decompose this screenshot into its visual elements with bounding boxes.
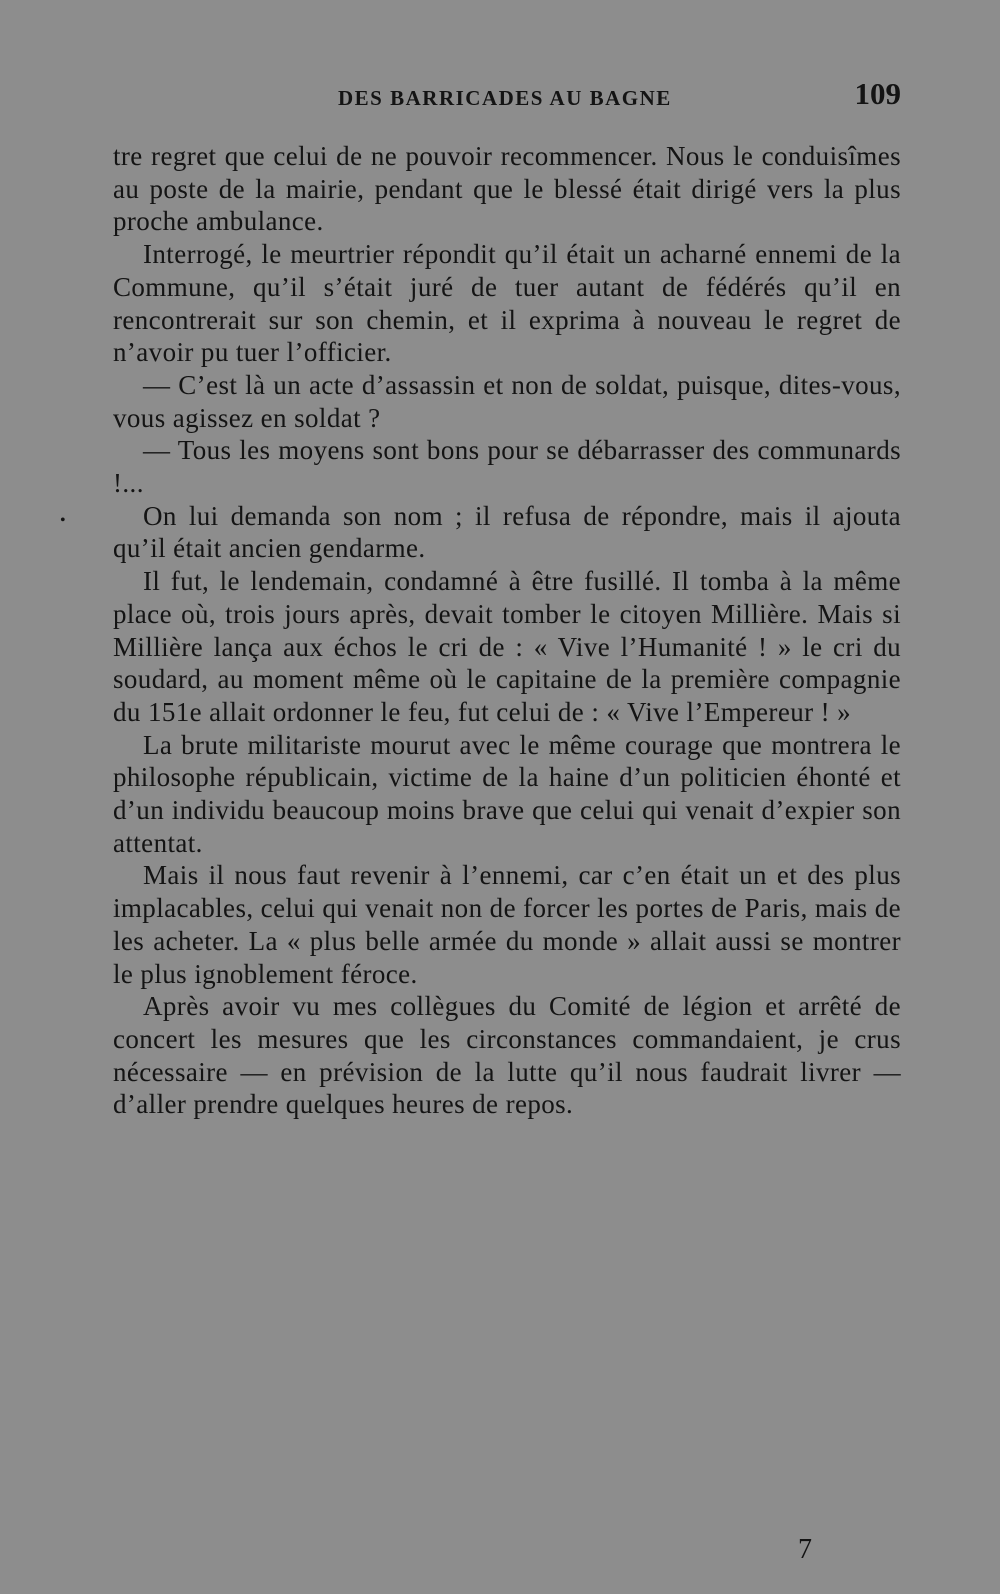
paragraph-3: — C’est là un acte d’assassin et non de soldat, puisque, dites-vous, vous agissez en soldat ?: [113, 369, 901, 433]
paragraph-7: La brute militariste mourut avec le même courage que montrera le philosophe républicain, victime de la haine d’un politicien éhonté et d’un individu beaucoup moins brave que celui qui venait d’expier son attentat.: [113, 729, 901, 858]
page-number: 109: [854, 76, 901, 111]
paragraph-6: Il fut, le lendemain, condamné à être fusillé. Il tomba à la même place où, trois jours après, devait tomber le citoyen Millière. Mais si Millière lança aux échos le cri de : « Vive l’Humanité ! » le cri du soudard, au moment même où le capitaine de la première compagnie du 151e allait ordonner le feu, fut celui de : « Vive l’Empereur ! »: [113, 566, 901, 727]
paragraph-2: Interrogé, le meurtrier répondit qu’il était un acharné ennemi de la Commune, qu’il s’était juré de tuer autant de fédérés qu’il en rencontrerait sur son chemin, et il exprima à nouveau le regret de n’avoir pu tuer l’officier.: [113, 239, 901, 368]
body-text: [113, 140, 901, 1121]
paragraph-1: tre regret que celui de ne pouvoir recommencer. Nous le conduisîmes au poste de la mairie, pendant que le blessé était dirigé vers la plus proche ambulance.: [113, 141, 901, 237]
paragraph-9: Après avoir vu mes collègues du Comité de légion et arrêté de concert les mesures que les circonstances commandaient, je crus nécessaire — en prévision de la lutte qu’il nous faudrait livrer — d’aller prendre quelques heures de repos.: [113, 991, 901, 1120]
page-header: [113, 76, 901, 116]
margin-mark: •: [60, 512, 66, 529]
paragraph-4: — Tous les moyens sont bons pour se débarrasser des communards !...: [113, 435, 901, 499]
paragraph-8: Mais il nous faut revenir à l’ennemi, car c’en était un et des plus implacables, celui qui venait non de forcer les portes de Paris, mais de les acheter. La « plus belle armée du monde » allait aussi se montrer le plus ignoblement féroce.: [113, 860, 901, 989]
running-title: DES BARRICADES AU BAGNE: [338, 86, 672, 110]
paragraph-5: On lui demanda son nom ; il refusa de répondre, mais il ajouta qu’il était ancien gendarme.: [113, 500, 901, 564]
signature-mark: 7: [798, 1534, 812, 1565]
